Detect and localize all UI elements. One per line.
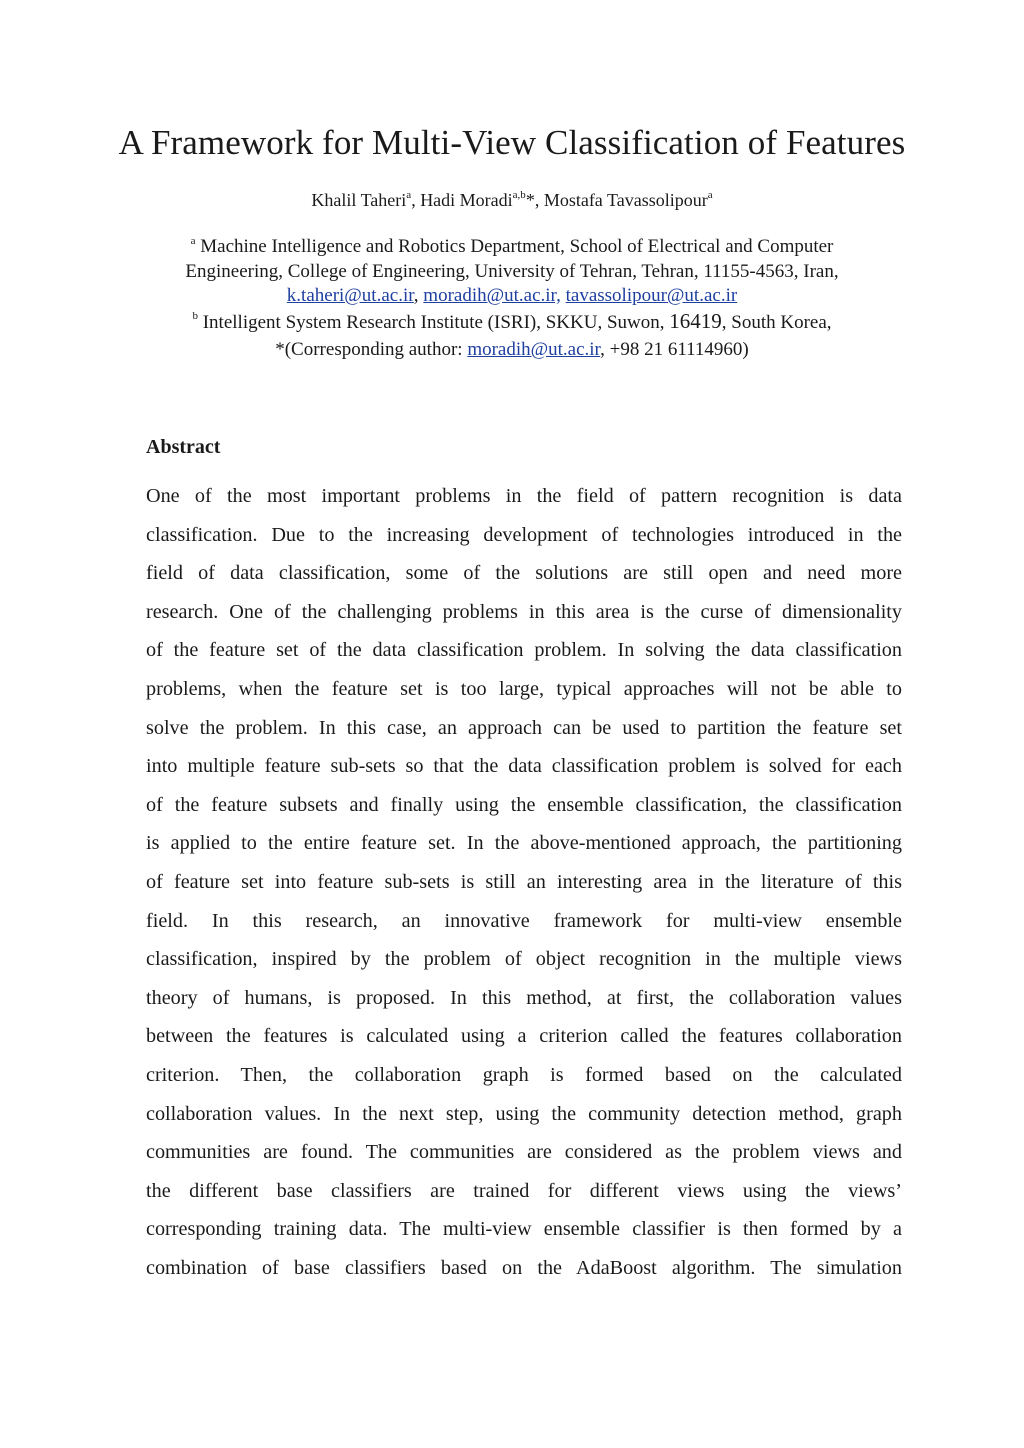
abstract-body	[146, 477, 902, 1287]
abstract-line: One of the most important problems in the field of pattern recognition is data	[146, 485, 902, 507]
abstract-line: solve the problem. In this case, an approach can be used to partition the feature set	[146, 716, 902, 739]
author-name: Hadi Moradi	[420, 190, 513, 210]
abstract-line: field of data classification, some of the solutions are still open and need more	[146, 562, 902, 585]
abstract-line: research. One of the challenging problems in this area is the curse of dimensionality	[146, 600, 902, 623]
affiliation-b-line	[140, 309, 884, 336]
abstract-line: criterion. Then, the collaboration graph is formed based on the calculated	[146, 1063, 902, 1086]
paper-title: A Framework for Multi-View Classification of Features	[118, 123, 906, 162]
email-separator: ,	[413, 285, 424, 306]
affiliation-marker: b	[192, 310, 198, 323]
author-name: Khalil Taheri	[311, 190, 407, 210]
abstract-line: is applied to the entire feature set. In the above-mentioned approach, the partitioning	[146, 832, 902, 855]
corresponding-author	[140, 338, 884, 363]
email-link[interactable]: tavassolipour@ut.ac.ir	[565, 285, 738, 306]
abstract-line: collaboration values. In the next step, using the community detection method, graph	[146, 1102, 902, 1125]
corresponding-mark: *	[525, 190, 535, 210]
abstract-line: between the features is calculated using a criterion called the features collaboration	[146, 1025, 902, 1048]
abstract-line: field. In this research, an innovative framework for multi-view ensemble	[146, 909, 902, 932]
abstract-line: the different base classifiers are trained for different views using the views’	[146, 1179, 902, 1202]
abstract-line: combination of base classifiers based on the AdaBoost algorithm. The simulation	[146, 1256, 902, 1279]
abstract-line: into multiple feature sub-sets so that the data classification problem is solved for each	[146, 755, 902, 778]
abstract-line: of feature set into feature sub-sets is still an interesting area in the literature of this	[146, 870, 902, 893]
corresponding-prefix: *(Corresponding author:	[275, 339, 468, 360]
author-separator: ,	[534, 190, 544, 210]
email-link[interactable]: moradih@ut.ac.ir,	[423, 285, 561, 306]
affiliation-b-zip: 16419	[669, 308, 722, 333]
affiliations	[140, 235, 884, 363]
affiliation-a-line1	[140, 235, 884, 260]
affiliation-marker: a	[190, 234, 196, 247]
abstract-line: of the feature set of the data classification problem. In solving the data classification	[146, 639, 902, 662]
author-list	[0, 187, 1024, 213]
abstract-line: problems, when the feature set is too large, typical approaches will not be able to	[146, 677, 902, 700]
affiliation-a-emails	[140, 284, 884, 309]
author-affiliation-sup: a	[406, 189, 412, 201]
author-affiliation-sup: a,b	[512, 189, 526, 201]
corresponding-suffix: , +98 21 61114960)	[600, 339, 749, 360]
abstract-heading: Abstract	[146, 436, 221, 458]
email-link[interactable]: k.taheri@ut.ac.ir	[286, 285, 414, 306]
author-separator: ,	[411, 190, 421, 210]
abstract-line: theory of humans, is proposed. In this method, at first, the collaboration values	[146, 986, 902, 1009]
corresponding-email-link[interactable]: moradih@ut.ac.ir	[467, 339, 601, 360]
affiliation-a-line2: Engineering, College of Engineering, University of Tehran, Tehran, 11155-4563, Iran,	[185, 260, 839, 282]
abstract-line: of the feature subsets and finally using the ensemble classification, the classification	[146, 793, 902, 816]
affiliation-b-text: Intelligent System Research Institute (ISRI), SKKU, Suwon,	[202, 311, 670, 333]
abstract-line: classification, inspired by the problem of object recognition in the multiple views	[146, 948, 902, 971]
affiliation-b-text-end: , South Korea,	[721, 311, 832, 333]
author-affiliation-sup: a	[707, 189, 713, 201]
abstract-line: classification. Due to the increasing development of technologies introduced in the	[146, 523, 902, 546]
abstract-line: communities are found. The communities are considered as the problem views and	[146, 1141, 902, 1164]
author-name: Mostafa Tavassolipour	[543, 190, 708, 210]
affiliation-a-text: Machine Intelligence and Robotics Department, School of Electrical and Computer	[200, 236, 834, 257]
abstract-line: corresponding training data. The multi-view ensemble classifier is then formed by a	[146, 1218, 902, 1241]
